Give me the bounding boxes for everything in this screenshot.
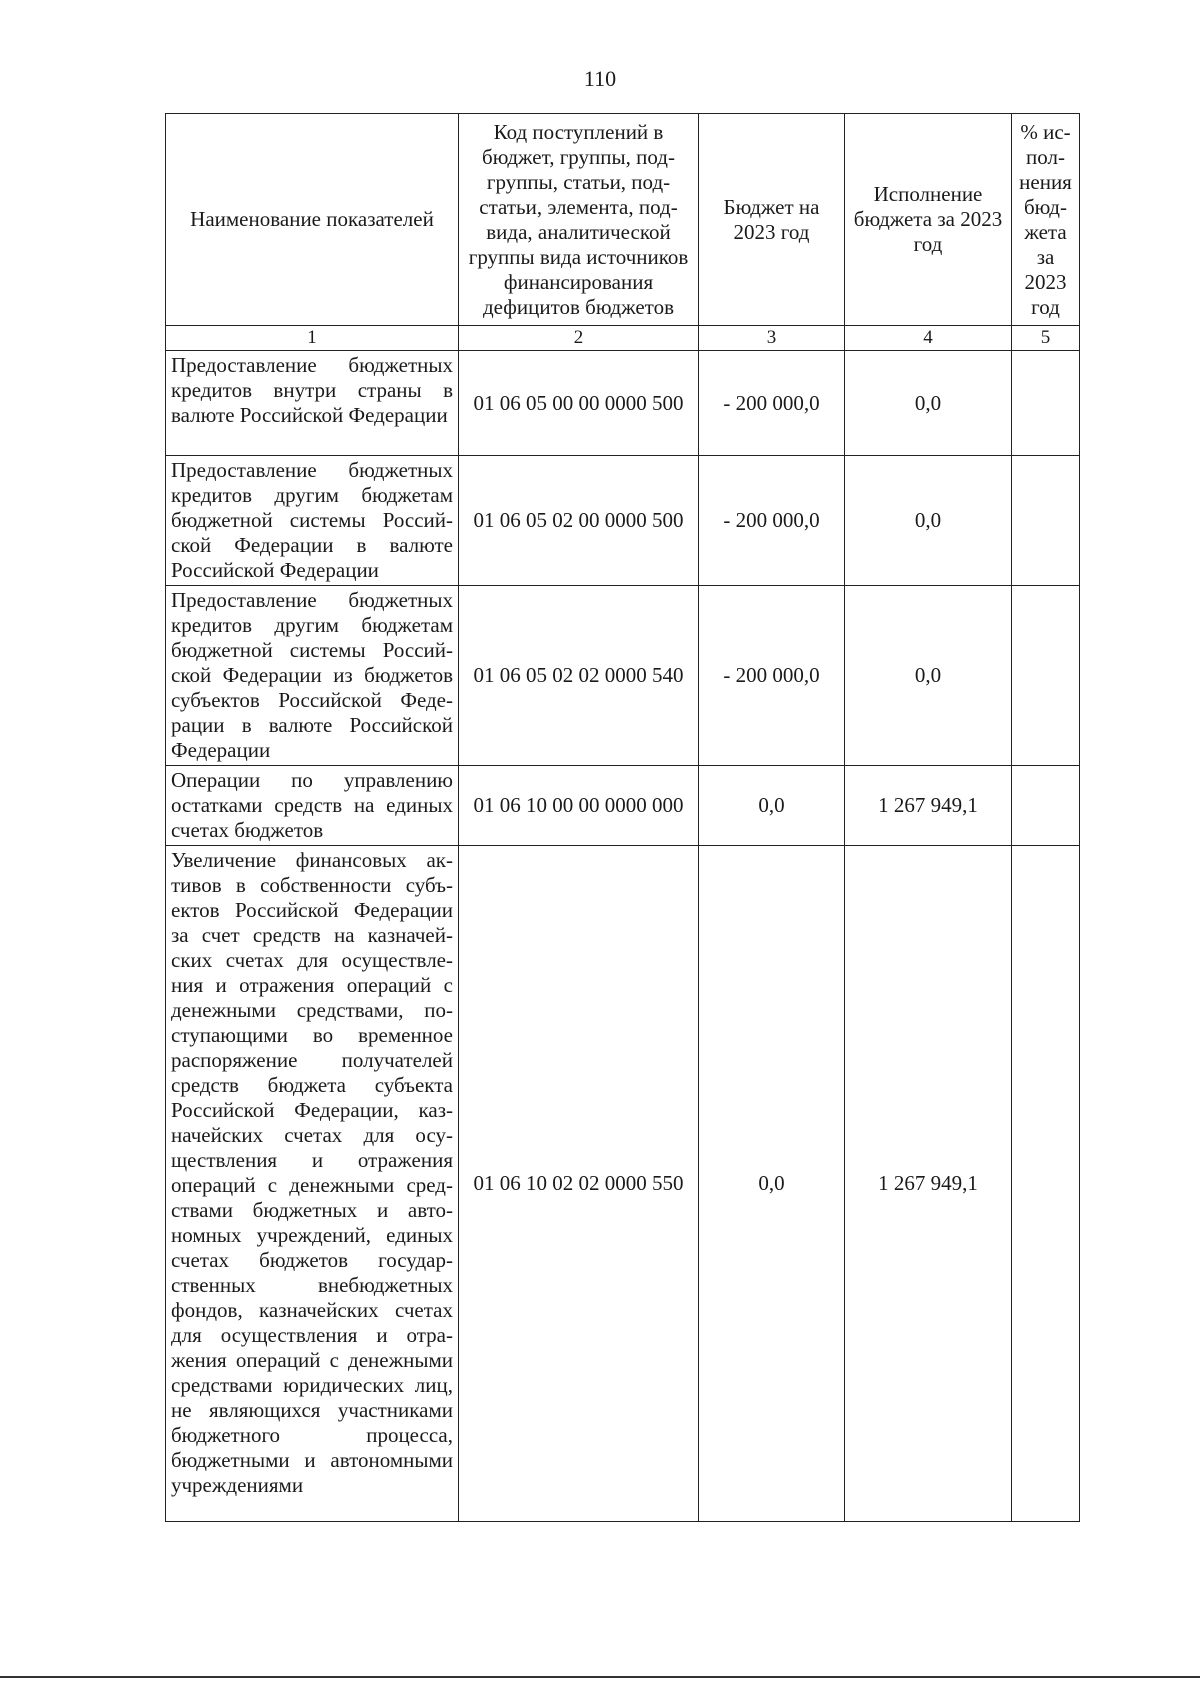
page-bottom-rule [0,1676,1200,1678]
column-number: 3 [699,326,845,351]
column-number: 1 [166,326,459,351]
budget-value: 0,0 [699,766,845,846]
budget-value: - 200 000,0 [699,351,845,456]
execution-value: 1 267 949,1 [845,846,1012,1522]
indicator-name: Предоставление бюджетных кредитов другим бюджетам бюджетной системы Российской Федерации в валюте Российской Федерации [166,456,459,586]
execution-percent [1012,351,1080,456]
execution-value: 0,0 [845,351,1012,456]
header-execution-percent: % исполнения бюджета за 2023 год [1012,114,1080,326]
classification-code: 01 06 10 02 02 0000 550 [459,846,699,1522]
execution-value: 1 267 949,1 [845,766,1012,846]
classification-code: 01 06 10 00 00 0000 000 [459,766,699,846]
header-execution-2023: Исполнение бюджета за 2023 год [845,114,1012,326]
table-row [166,766,1080,846]
header-budget-2023: Бюджет на 2023 год [699,114,845,326]
budget-sources-table [165,113,1080,1522]
execution-percent [1012,456,1080,586]
budget-value: - 200 000,0 [699,586,845,766]
classification-code: 01 06 05 00 00 0000 500 [459,351,699,456]
header-indicator-name: Наименование показателей [166,114,459,326]
indicator-name: Предоставление бюджетных кредитов внутри страны в валюте Российской Федерации [166,351,459,456]
execution-percent [1012,846,1080,1522]
execution-value: 0,0 [845,456,1012,586]
indicator-name: Операции по управлению остатками средств на единых счетах бюджетов [166,766,459,846]
classification-code: 01 06 05 02 00 0000 500 [459,456,699,586]
table-row [166,586,1080,766]
execution-value: 0,0 [845,586,1012,766]
budget-value: - 200 000,0 [699,456,845,586]
table-row [166,456,1080,586]
header-code: Код поступлений в бюджет, группы, подгруппы, статьи, подстатьи, элемента, подвида, аналитической группы вида источников финансирования дефицитов бюджетов [459,114,699,326]
budget-value: 0,0 [699,846,845,1522]
indicator-name: Увеличение финансовых активов в собственности субъектов Российской Федерации за счет средств на казначейских счетах для осуществления и отражения операций с денежными средствами, поступающими во временное распоряжение получателей средств бюджета субъекта Российской Федерации, казначейских счетах для осуществления и отражения операций с денежными средствами бюджетных и автономных учреждений, единых счетах бюджетов государственных внебюджетных фондов, казначейских счетах для осуществления и отражения операций с денежными средствами юридических лиц, не являющихся участниками бюджетного процесса, бюджетными и автономными учреждениями [166,846,459,1522]
classification-code: 01 06 05 02 02 0000 540 [459,586,699,766]
table-row [166,351,1080,456]
table-row [166,846,1080,1522]
indicator-name: Предоставление бюджетных кредитов другим бюджетам бюджетной системы Российской Федерации из бюджетов субъектов Российской Федерации в валюте Российской Федерации [166,586,459,766]
column-number: 4 [845,326,1012,351]
page-number: 110 [583,66,617,91]
execution-percent [1012,586,1080,766]
column-number: 5 [1012,326,1080,351]
column-numbers-row [166,326,1080,351]
execution-percent [1012,766,1080,846]
budget-table-container [165,113,1080,1522]
table-header-row [166,114,1080,326]
column-number: 2 [459,326,699,351]
